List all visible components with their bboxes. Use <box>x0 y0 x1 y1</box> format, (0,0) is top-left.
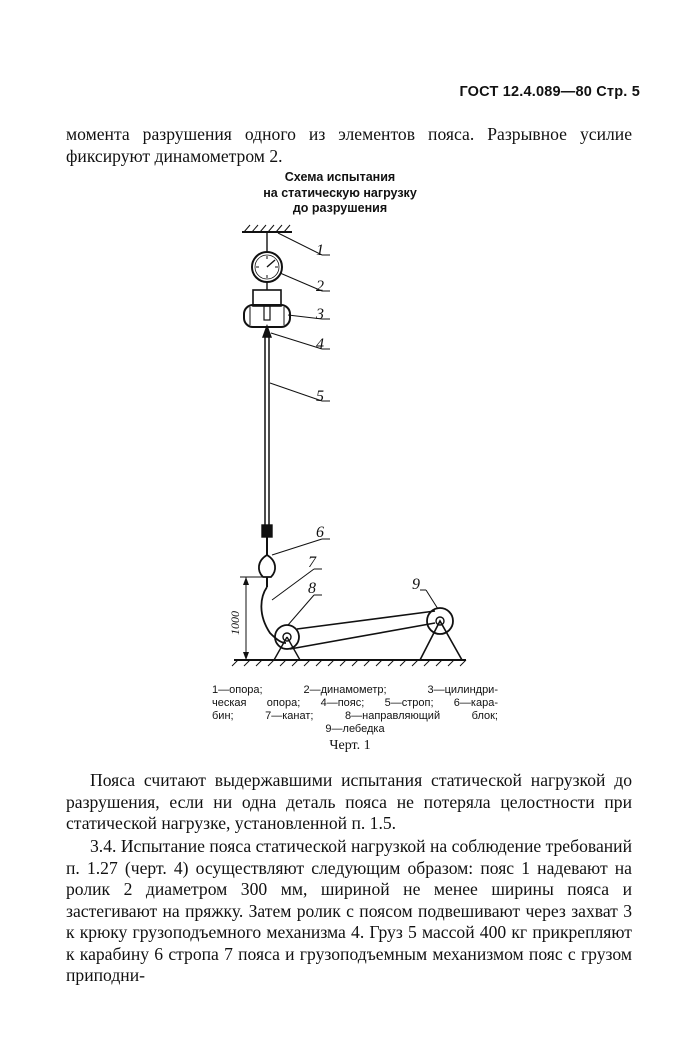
figure-title-line-2: на статическую нагрузку <box>263 185 417 200</box>
height-label: 1000 <box>228 611 242 635</box>
callout-leaders <box>270 233 438 625</box>
carabiner <box>259 555 275 577</box>
callout-6: 6 <box>316 524 324 541</box>
figure-legend <box>212 684 498 736</box>
top-support-hatching <box>244 225 290 232</box>
page-header: ГОСТ 12.4.089—80 Стр. 5 <box>459 84 640 100</box>
paragraph-3-4: 3.4. Испытание пояса статической нагрузкой на соблюдение требований п. 1.27 (черт. 4) осуществляют следующим образом: пояс 1 надевают на ролик 2 диаметром 300 мм, шириной не менее ширины пояса и застегивают на пряжку. Затем ролик с поясом подвешивают через захват 3 к крюку грузоподъемного механизма 4. Груз 5 массой 400 кг прикрепляют к карабину 6 стропа 7 пояса и грузоподъемным механизмом пояс с грузом приподни- <box>66 836 632 985</box>
rope <box>261 587 286 643</box>
callout-8: 8 <box>308 580 316 597</box>
support-frame <box>253 290 281 306</box>
callout-9: 9 <box>412 576 420 593</box>
callout-1: 1 <box>316 242 324 259</box>
callout-5: 5 <box>316 388 324 405</box>
legend-line-3: бин; 7—канат; 8—направляющий блок; <box>212 710 498 722</box>
paragraph-result: Пояса считают выдержавшими испытания статической нагрузкой до разрушения, если ни одна деталь пояса не потеряла целостности при статической нагрузке, установленной п. 1.5. <box>66 770 632 833</box>
callout-7: 7 <box>308 554 316 571</box>
winch-stand <box>420 621 462 660</box>
callout-2: 2 <box>316 278 324 295</box>
legend-line-1: 1—опора; 2—динамометр; 3—цилиндри- <box>212 684 498 696</box>
legend-line-4: 9—лебедка <box>325 723 385 735</box>
figure-caption: Черт. 1 <box>329 738 371 753</box>
intro-paragraph: момента разрушения одного из элементов пояса. Разрывное усилие фиксируют динамометром 2. <box>66 124 632 166</box>
sling-connector <box>262 525 272 537</box>
figure-title <box>190 170 490 217</box>
callout-3: 3 <box>316 306 324 323</box>
support-pin <box>264 306 270 320</box>
figure-title-line-1: Схема испытания <box>284 170 396 184</box>
dynamometer-needle <box>267 260 275 267</box>
callout-4: 4 <box>316 336 324 353</box>
test-scheme-diagram <box>230 225 470 675</box>
figure-title-line-3: до разрушения <box>292 201 388 215</box>
legend-line-2: ческая опора; 4—пояс; 5—строп; 6—кара- <box>212 697 498 709</box>
cylindrical-support <box>244 305 290 327</box>
